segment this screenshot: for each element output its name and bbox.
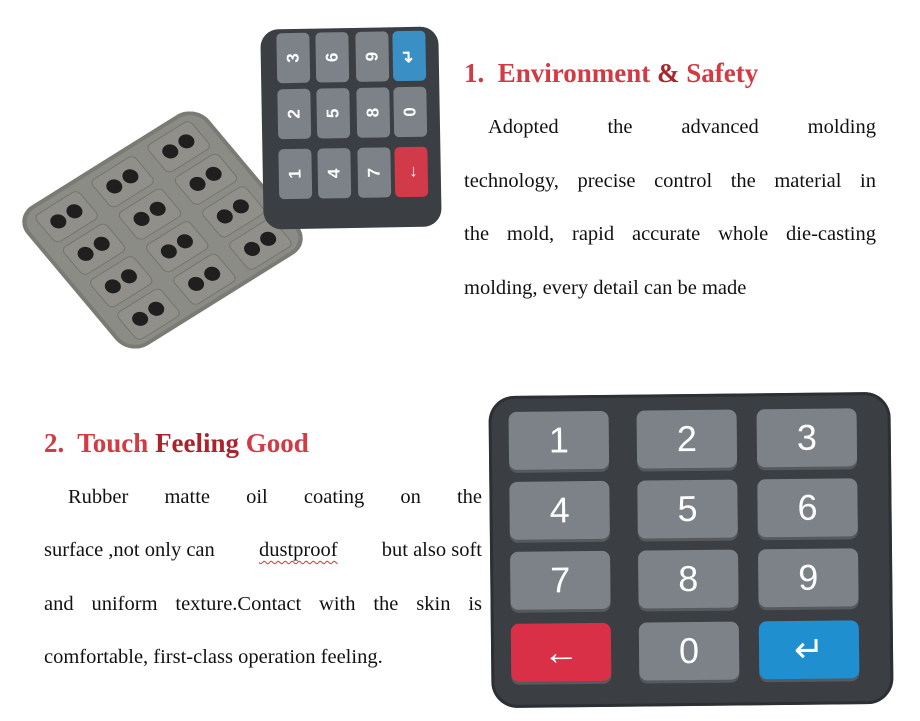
keypad-key: 1 bbox=[509, 411, 610, 470]
contact-pill bbox=[174, 232, 196, 252]
keypad-top-image bbox=[260, 26, 441, 229]
keypad-key: 2 bbox=[637, 410, 738, 469]
keypad-key-label: 3 bbox=[283, 53, 303, 63]
contact-pill bbox=[74, 244, 96, 264]
keypad-key: 0 bbox=[639, 622, 740, 681]
keypad-key bbox=[392, 31, 426, 82]
keypad-key: 6 bbox=[757, 478, 858, 537]
contact-pill bbox=[47, 212, 69, 232]
section2-line: Rubber matte oil coating on the bbox=[68, 486, 482, 508]
keypad-key: ↵ bbox=[759, 620, 860, 679]
keypad-key-label: 6 bbox=[322, 52, 342, 63]
keypad-key-label: 1 bbox=[285, 169, 305, 179]
section1-line: technology, precise control the material in bbox=[464, 170, 876, 192]
contact-pill bbox=[102, 277, 124, 297]
contact-pill bbox=[185, 274, 207, 294]
contact-pill bbox=[175, 132, 197, 152]
contact-pill bbox=[241, 239, 263, 259]
section2-line: comfortable, first-class operation feeling. bbox=[44, 646, 383, 668]
keypad-key bbox=[316, 88, 350, 139]
section1-line: Adopted the advanced molding bbox=[488, 116, 876, 138]
keypad-key-label: 5 bbox=[323, 108, 343, 119]
keypad-key-label: 2 bbox=[284, 109, 304, 119]
keypad-key bbox=[276, 33, 310, 84]
contact-pill bbox=[63, 202, 85, 222]
section2-line: and uniform texture.Contact with the skin is bbox=[44, 593, 482, 615]
keypad-key bbox=[357, 147, 391, 198]
keypad-key bbox=[278, 149, 312, 200]
contact-pill bbox=[103, 177, 125, 197]
text-fragment: but also soft bbox=[381, 539, 482, 561]
keypad-key: 5 bbox=[637, 480, 738, 539]
keypad-key bbox=[317, 148, 351, 199]
misspelled-word: dustproof bbox=[258, 539, 338, 561]
contact-pill bbox=[145, 299, 167, 319]
section1-heading: 1. Environment & Safety bbox=[464, 58, 759, 88]
contact-pill bbox=[119, 167, 141, 187]
text-fragment: surface ,not only can bbox=[44, 539, 215, 561]
contact-pill bbox=[130, 209, 152, 229]
keypad-key-label: 4 bbox=[324, 168, 344, 179]
contact-pill bbox=[158, 242, 180, 262]
keypad-key-label: 7 bbox=[364, 167, 384, 178]
contact-pill bbox=[202, 164, 224, 184]
keypad-key bbox=[393, 87, 427, 138]
keypad-key bbox=[355, 31, 389, 82]
keypad-key: ← bbox=[511, 623, 612, 682]
contact-pill bbox=[159, 142, 181, 162]
contact-pill bbox=[214, 207, 236, 227]
keypad-key-label: 0 bbox=[400, 107, 420, 117]
contact-pill bbox=[146, 199, 168, 219]
keypad-key-label: ← bbox=[401, 163, 421, 181]
keypad-key bbox=[315, 32, 349, 83]
contact-pill bbox=[201, 264, 223, 284]
contact-pill bbox=[118, 267, 140, 287]
section1-line: molding, every detail can be made bbox=[464, 277, 747, 299]
section2-line bbox=[44, 539, 482, 562]
section2-heading: 2. Touch Feeling Good bbox=[44, 428, 309, 458]
keypad-key-label: ↵ bbox=[399, 48, 419, 64]
keypad-key: 7 bbox=[510, 551, 611, 610]
contact-pill bbox=[129, 309, 151, 329]
keypad-key bbox=[394, 147, 428, 198]
contact-pill bbox=[230, 197, 252, 217]
keypad-key: 8 bbox=[638, 550, 739, 609]
keypad-key bbox=[277, 89, 311, 140]
keypad-bottom-image bbox=[488, 392, 893, 708]
keypad-key: 3 bbox=[757, 408, 858, 467]
contact-pill bbox=[90, 234, 112, 254]
keypad-key bbox=[356, 87, 390, 138]
keypad-key-label: 8 bbox=[363, 107, 383, 118]
keypad-key-label: 9 bbox=[362, 51, 382, 62]
keypad-key: 4 bbox=[509, 481, 610, 540]
contact-pill bbox=[186, 174, 208, 194]
keypad-key: 9 bbox=[758, 548, 859, 607]
contact-pill bbox=[257, 229, 279, 249]
section1-line: the mold, rapid accurate whole die-casting bbox=[464, 223, 876, 245]
